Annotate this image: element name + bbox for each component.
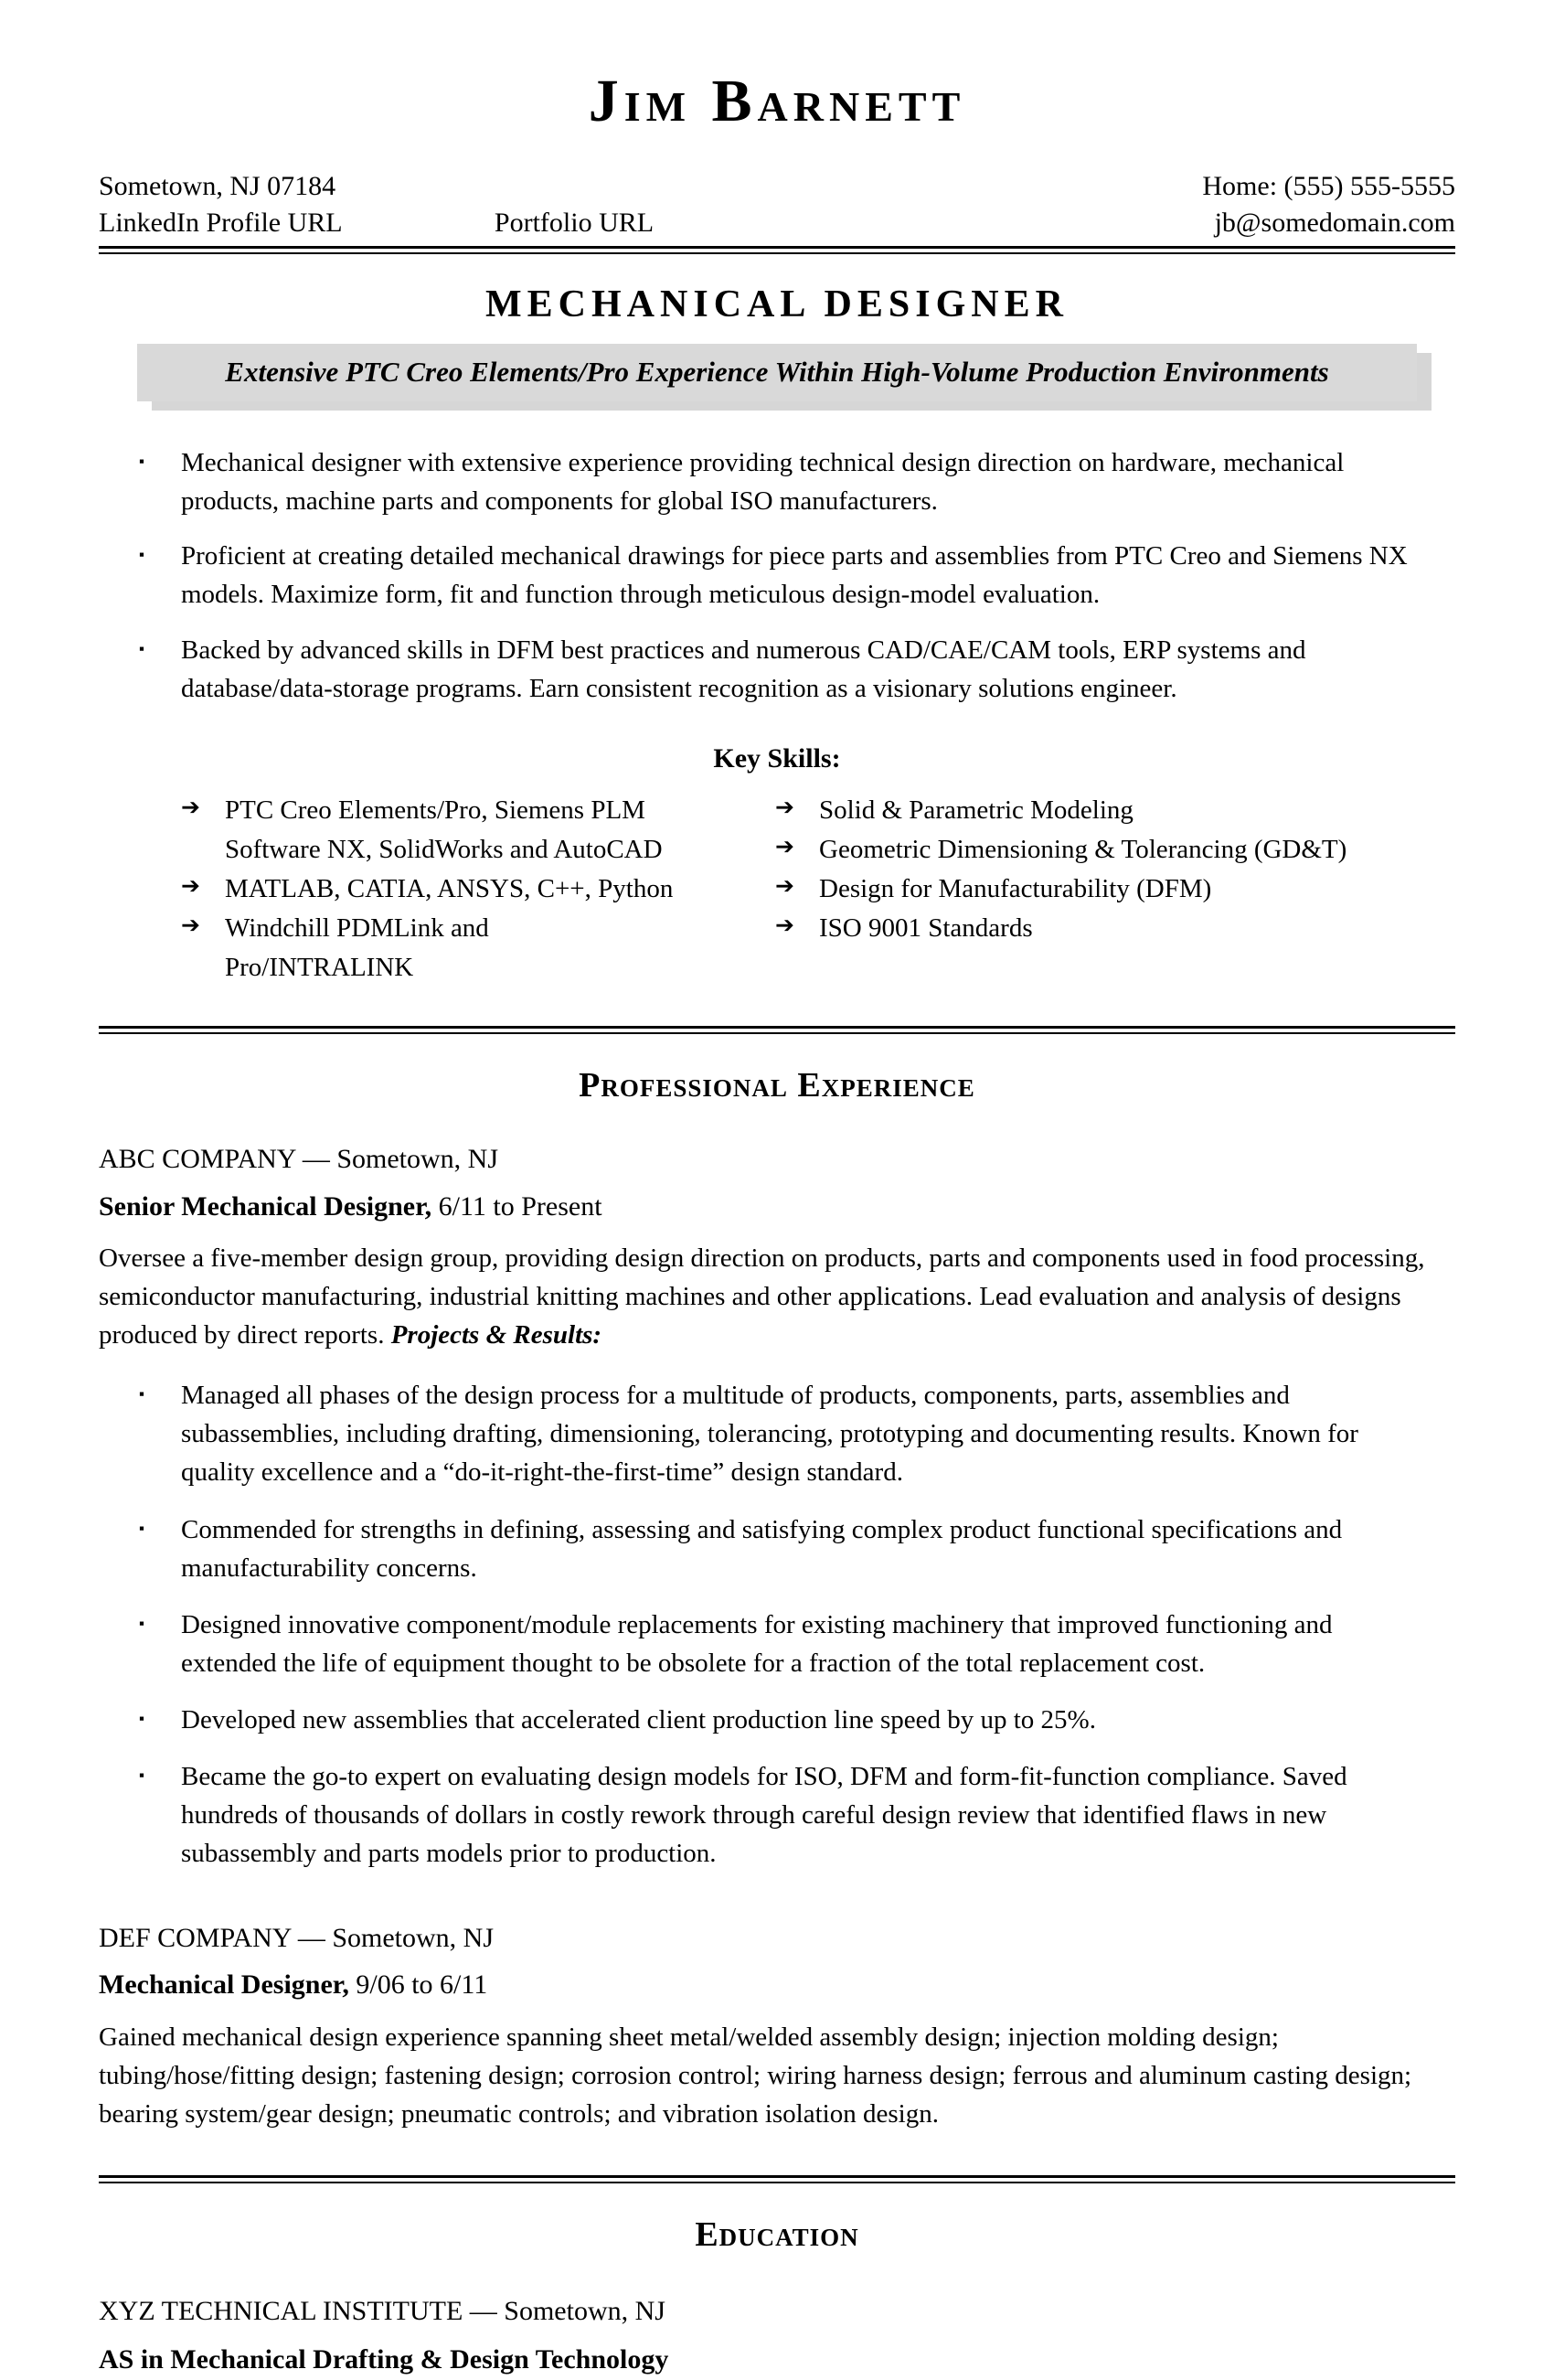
- role-line: [99, 1187, 1455, 1227]
- job-bullet: [99, 1376, 1455, 1491]
- education-degree: AS in Mechanical Drafting & Design Technology: [99, 2344, 669, 2375]
- skill-text: PTC Creo Elements/Pro, Siemens PLM Software NX, SolidWorks and AutoCAD: [225, 795, 663, 864]
- job-bullet-text: Designed innovative component/module replacements for existing machinery that improved functioning and extended the life of equipment thought to be obsolete for a fraction of the total replacement cost.: [181, 1609, 1333, 1678]
- job-dates: 9/06 to 6/11: [356, 1969, 488, 2001]
- job-bullet: [99, 1701, 1455, 1739]
- arrow-bullet-icon: ➔: [181, 795, 200, 821]
- company-line: DEF COMPANY — Sometown, NJ: [99, 1922, 495, 1953]
- job-bullet-text: Became the go-to expert on evaluating design models for ISO, DFM and form-fit-function compliance. Saved hundreds of thousands of dollars in costly rework through careful design review that identified flaws in new subassembly and parts models prior to production.: [181, 1761, 1347, 1868]
- company-line: ABC COMPANY — Sometown, NJ: [99, 1144, 499, 1175]
- experience-heading: Professional Experience: [579, 1065, 975, 1105]
- arrow-bullet-icon: ➔: [181, 913, 200, 938]
- skill-text: Geometric Dimensioning & Tolerancing (GD&T): [819, 835, 1347, 864]
- arrow-bullet-icon: ➔: [775, 795, 794, 821]
- square-bullet-icon: ▪: [139, 639, 145, 657]
- square-bullet-icon: ▪: [139, 1766, 145, 1784]
- job-summary: [99, 2018, 1433, 2133]
- arrow-bullet-icon: ➔: [181, 873, 200, 899]
- skill-item: [775, 870, 1455, 909]
- skill-text: Solid & Parametric Modeling: [819, 795, 1134, 826]
- job-dates: 6/11 to Present: [438, 1190, 602, 1222]
- job-def-company: [99, 1918, 1455, 2133]
- experience-divider: [99, 1026, 1455, 1034]
- job-abc-company: [99, 1139, 1455, 1873]
- skill-item: [775, 791, 1455, 830]
- summary-bullet-text: Backed by advanced skills in DFM best practices and numerous CAD/CAE/CAM tools, ERP systems and database/data-storage programs. Earn consistent recognition as a visionary solutions engineer.: [181, 635, 1306, 703]
- job-bullet: [99, 1510, 1455, 1587]
- skill-text: ISO 9001 Standards: [819, 913, 1033, 943]
- skill-item: [181, 909, 775, 987]
- key-skills-columns: [99, 791, 1455, 987]
- key-skills-heading: Key Skills:: [713, 742, 841, 774]
- square-bullet-icon: ▪: [139, 546, 145, 564]
- job-role: Mechanical Designer,: [99, 1969, 349, 2001]
- summary-bullet-text: Mechanical designer with extensive experience providing technical design direction on hardware, mechanical products, machine parts and components for global ISO manufacturers.: [181, 448, 1345, 517]
- header-divider: [99, 246, 1455, 254]
- skill-item: [181, 791, 775, 870]
- square-bullet-icon: ▪: [139, 1709, 145, 1727]
- job-bullet-text: Managed all phases of the design process for a multitude of products, components, parts, assemblies and subassemblies, including drafting, dimensioning, tolerancing, prototyping and documenting results. Known for quality excellence and a “do-it-right-the-first-time” design standard.: [181, 1381, 1358, 1488]
- job-bullet-text: Developed new assemblies that accelerated client production line speed by up to 25%.: [181, 1704, 1096, 1734]
- summary-bullet: [99, 537, 1455, 614]
- square-bullet-icon: ▪: [139, 1614, 145, 1632]
- skill-text: Design for Manufacturability (DFM): [819, 873, 1212, 903]
- skill-item: [181, 870, 775, 909]
- contact-email: jb@somedomain.com: [1214, 207, 1455, 238]
- key-skills-right-column: [775, 791, 1455, 987]
- contact-portfolio: Portfolio URL: [494, 207, 655, 238]
- job-summary: [99, 1239, 1433, 1354]
- contact-block: [99, 168, 1455, 240]
- headline-banner: Extensive PTC Creo Elements/Pro Experience Within High-Volume Production Environments: [137, 344, 1417, 401]
- job-bullet-text: Commended for strengths in defining, assessing and satisfying complex product functional specifications and manufacturability concerns.: [181, 1514, 1343, 1583]
- arrow-bullet-icon: ➔: [775, 835, 794, 859]
- education-heading: Education: [695, 2215, 859, 2255]
- square-bullet-icon: ▪: [139, 453, 145, 471]
- education-divider: [99, 2175, 1455, 2183]
- contact-spacer: [419, 168, 729, 205]
- job-summary-highlight: Projects & Results:: [390, 1320, 602, 1350]
- skill-item: [775, 909, 1455, 948]
- role-line: [99, 1965, 1455, 2005]
- job-role: Senior Mechanical Designer,: [99, 1190, 432, 1222]
- arrow-bullet-icon: ➔: [775, 873, 794, 899]
- job-bullet: [99, 1757, 1455, 1873]
- summary-bullet: [99, 443, 1455, 520]
- skill-item: [775, 830, 1455, 870]
- document-title: MECHANICAL DESIGNER: [485, 283, 1069, 326]
- contact-address: Sometown, NJ 07184: [99, 171, 336, 201]
- job-bullet-list: [99, 1376, 1455, 1873]
- person-name: Jim Barnett: [588, 68, 966, 134]
- summary-list: [99, 443, 1455, 707]
- square-bullet-icon: ▪: [139, 1385, 145, 1403]
- job-summary-text: Gained mechanical design experience spanning sheet metal/welded assembly design; injection molding design; tubing/hose/fitting design; fastening design; corrosion control; wiring harness design; ferrous and aluminum casting design; bearing system/gear design; pneumatic controls; and vibration isolation design.: [99, 2022, 1412, 2129]
- contact-phone: Home: (555) 555-5555: [1202, 171, 1455, 201]
- contact-linkedin: LinkedIn Profile URL: [99, 207, 343, 238]
- job-summary-text: Oversee a five-member design group, providing design direction on products, parts and components used in food processing, semiconductor manufacturing, industrial knitting machines and other applications. Lead evaluation and analysis of designs produced by direct reports.: [99, 1243, 1425, 1350]
- skill-text: Windchill PDMLink and Pro/INTRALINK: [225, 913, 489, 982]
- job-bullet: [99, 1606, 1455, 1682]
- arrow-bullet-icon: ➔: [775, 913, 794, 938]
- summary-bullet-text: Proficient at creating detailed mechanical drawings for piece parts and assemblies from PTC Creo and Siemens NX models. Maximize form, fit and function through meticulous design-model evaluation.: [181, 541, 1408, 610]
- skill-text: MATLAB, CATIA, ANSYS, C++, Python: [225, 873, 674, 903]
- summary-bullet: [99, 631, 1455, 708]
- key-skills-left-column: [181, 791, 775, 987]
- education-school: XYZ TECHNICAL INSTITUTE — Sometown, NJ: [99, 2295, 665, 2326]
- square-bullet-icon: ▪: [139, 1519, 145, 1537]
